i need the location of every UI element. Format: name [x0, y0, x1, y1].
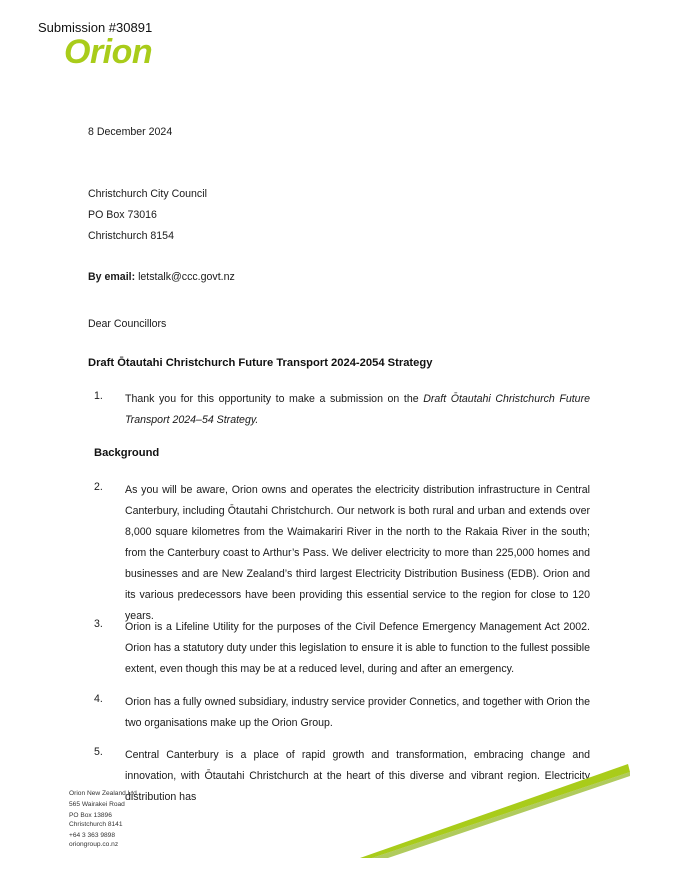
salutation: Dear Councillors [88, 318, 167, 330]
strategy-title: Draft Ōtautahi Christchurch Future Transport 2024–54 Strategy. [125, 393, 590, 426]
footer-phone: +64 3 363 9898 [69, 832, 116, 839]
footer-pobox: PO Box 13896 [69, 812, 112, 819]
recipient-line-3: Christchurch 8154 [88, 230, 174, 242]
paragraph-text: Orion has a fully owned subsidiary, industry service provider Connetics, and together with Orion the two organisations make up the Orion Group. [125, 696, 590, 729]
email-address[interactable]: letstalk@ccc.govt.nz [138, 271, 235, 283]
paragraph-text: Thank you for this opportunity to make a submission on the [125, 393, 419, 405]
paragraph-text: Orion is a Lifeline Utility for the purposes of the Civil Defence Emergency Management Act 2002. Orion has a statutory duty under this legislation to ensure it is able to function to the fullest possible extent, even though this may be at a reduced level, during and after an emergency. [125, 621, 590, 675]
footer-website[interactable]: oriongroup.co.nz [69, 841, 119, 848]
footer-address [69, 789, 137, 849]
letter-heading: Draft Ōtautahi Christchurch Future Transport 2024-2054 Strategy [88, 357, 433, 369]
email-label: By email: [88, 271, 136, 283]
recipient-line-1: Christchurch City Council [88, 188, 207, 200]
paragraph-number: 5. [94, 746, 103, 758]
paragraph-text: Central Canterbury is a place of rapid growth and transformation, embracing change and innovation, with Ōtautahi Christchurch at the heart of this diverse and vibrant region. Electricity distribution has [125, 749, 590, 803]
footer-street: 565 Wairakei Road [69, 801, 125, 808]
letter-date: 8 December 2024 [88, 126, 173, 138]
swoosh-band [360, 764, 630, 858]
orion-logo: Orion [64, 33, 153, 71]
submission-number: Submission #30891 [38, 20, 153, 35]
paragraph-text: As you will be aware, Orion owns and operates the electricity distribution infrastructure in Central Canterbury, including Ōtautahi Christchurch. Our network is both rural and urban and extends over 8,000 square kilometres from the Waimakariri River in the north to the Rakaia River in the south; from the Canterbury coast to Arthur’s Pass. We deliver electricity to more than 225,000 homes and businesses and are New Zealand’s third largest Electricity Distribution Business (EDB). Orion and its various predecessors have been providing this essential service to the region for close to 120 years. [125, 484, 590, 622]
footer-company: Orion New Zealand Ltd [69, 790, 137, 797]
paragraph-number: 3. [94, 618, 103, 630]
footer-city: Christchurch 8141 [69, 821, 123, 828]
recipient-line-2: PO Box 73016 [88, 209, 157, 221]
paragraph-number: 1. [94, 390, 103, 402]
background-heading: Background [94, 447, 160, 459]
paragraph-number: 2. [94, 481, 103, 493]
paragraph-number: 4. [94, 693, 103, 705]
